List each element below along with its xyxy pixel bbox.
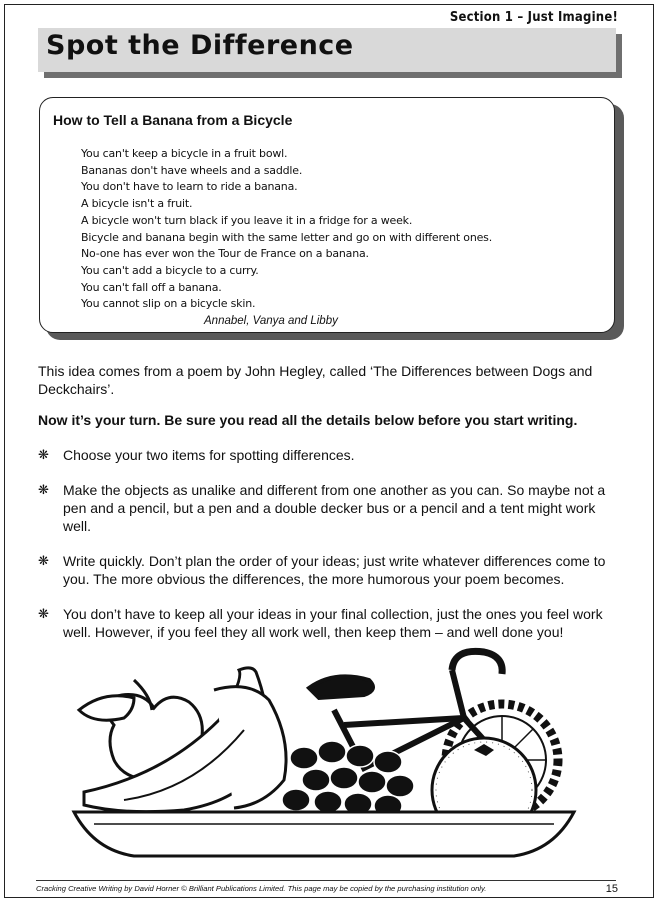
- poem-line: No-one has ever won the Tour de France on a banana.: [81, 247, 369, 261]
- instruction-item: [36, 552, 626, 588]
- poem-line: You can't fall off a banana.: [81, 280, 222, 294]
- poem-line: Bananas don't have wheels and a saddle.: [81, 163, 303, 177]
- poem-title: How to Tell a Banana from a Bicycle: [53, 112, 293, 128]
- footer-rule: [36, 880, 616, 881]
- poem-lines: [81, 146, 492, 313]
- page-title: Spot the Difference: [46, 30, 354, 61]
- section-label: Section 1 – Just Imagine!: [449, 10, 618, 25]
- asterisk-bullet-icon: ❋: [38, 553, 49, 568]
- poem-line: You can't keep a bicycle in a fruit bowl.: [81, 147, 288, 160]
- poem-author: Annabel, Vanya and Libby: [204, 315, 338, 327]
- poem-line: You cannot slip on a bicycle skin.: [81, 297, 256, 311]
- instruction-list: [36, 446, 626, 658]
- fruit-bowl-illustration: [34, 640, 594, 860]
- instruction-item: [36, 481, 626, 535]
- poem-line: A bicycle isn't a fruit.: [81, 197, 193, 211]
- bowl-illustration: [74, 812, 574, 856]
- instruction-text: Make the objects as unalike and different from one another as you can. So maybe not a pen and a pencil, but a pen and a double decker bus or a pencil and a tent might work well.: [63, 482, 606, 534]
- poem-line: You don't have to learn to ride a banana.: [81, 180, 298, 194]
- poem-line: A bicycle won't turn black if you leave it in a fridge for a week.: [81, 213, 413, 227]
- instruction-heading: Now it’s your turn. Be sure you read all the details below before you start writing.: [38, 412, 578, 428]
- instruction-text: Write quickly. Don’t plan the order of your ideas; just write whatever differences come to you. The more obvious the differences, the more humorous your poem becomes.: [63, 553, 606, 587]
- asterisk-bullet-icon: ❋: [38, 447, 49, 462]
- asterisk-bullet-icon: ❋: [38, 482, 49, 497]
- footer-copyright: Cracking Creative Writing by David Horner © Brilliant Publications Limited. This page may be copied by the purchasing institution only.: [36, 884, 487, 893]
- poem-line: Bicycle and banana begin with the same letter and go on with different ones.: [81, 230, 493, 244]
- asterisk-bullet-icon: ❋: [38, 606, 49, 621]
- poem-box: [39, 97, 615, 333]
- intro-paragraph: This idea comes from a poem by John Hegley, called ‘The Differences between Dogs and Deckchairs’.: [38, 363, 593, 397]
- instruction-text: You don’t have to keep all your ideas in your final collection, just the ones you feel work well. However, if you feel they all work well, then keep them – and well done you!: [63, 606, 603, 640]
- poem-line: You can't add a bicycle to a curry.: [81, 263, 259, 277]
- page-number: 15: [605, 883, 618, 895]
- instruction-item: [36, 446, 626, 464]
- grapes-illustration: [282, 741, 414, 817]
- instruction-item: [36, 605, 626, 641]
- instruction-text: Choose your two items for spotting differences.: [63, 447, 355, 463]
